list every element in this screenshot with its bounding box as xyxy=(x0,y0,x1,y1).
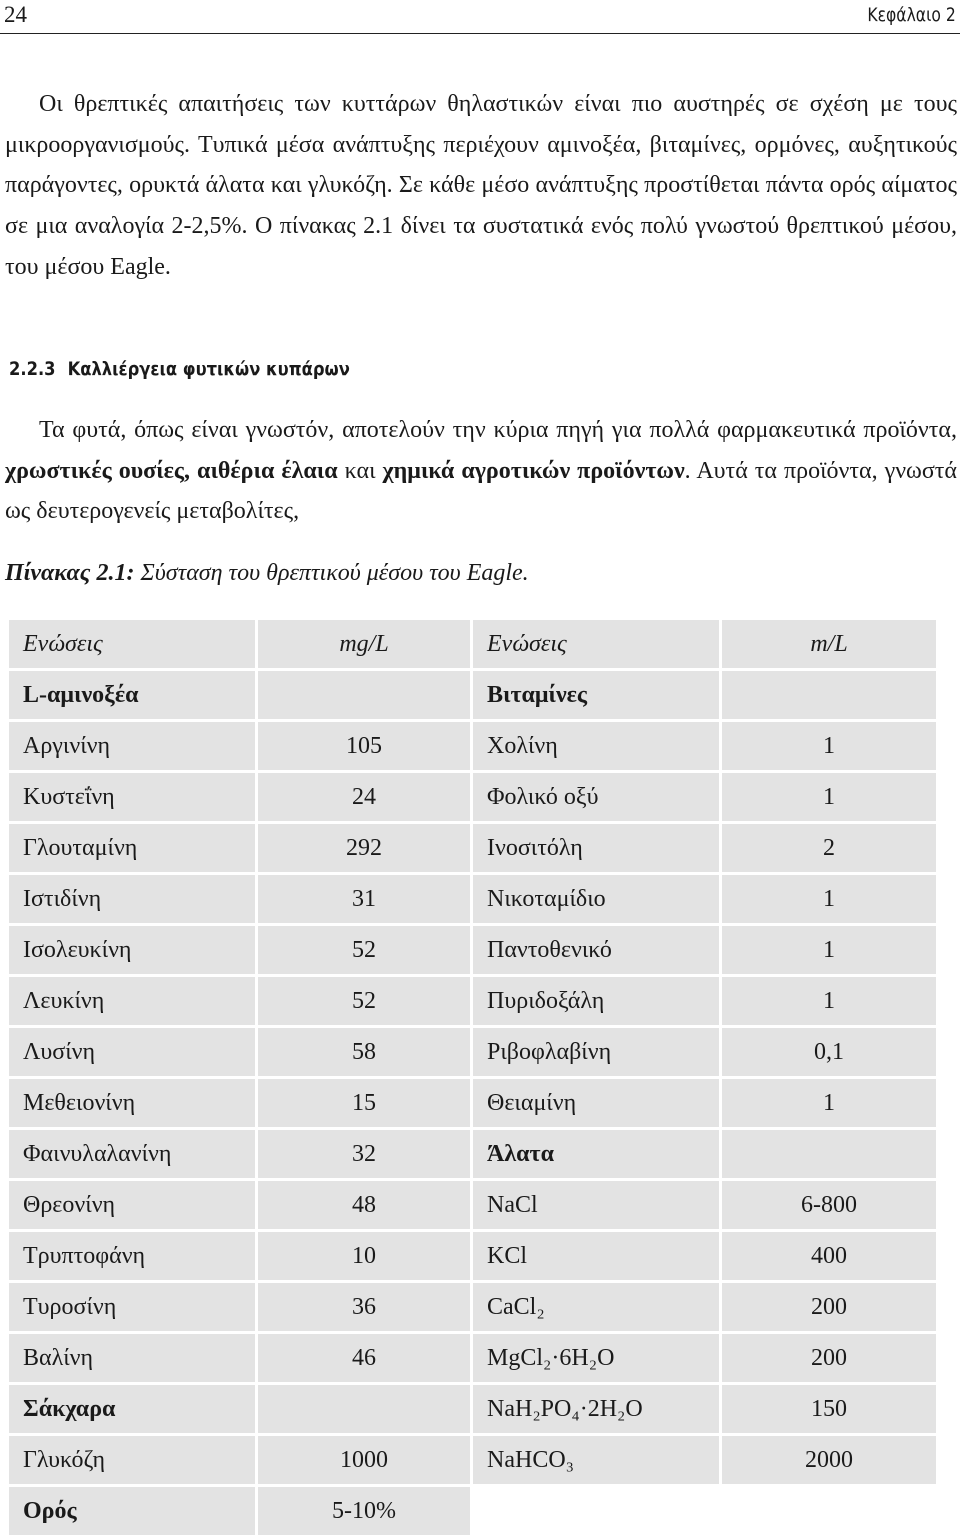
table-cell: 10 xyxy=(258,1232,473,1283)
intro-paragraph: Οι θρεπτικές απαιτήσεις των κυττάρων θηλαστικών είναι πιο αυστηρές σε σχέση με τους μικροοργανισμούς. Τυπικά μέσα ανάπτυξης περιέχουν αμινοξέα, βιταμίνες, ορμόνες, αυξητικούς παράγοντες, ορυκτά άλατα και γλυκόζη. Σε κάθε μέσο ανάπτυξης προστίθεται πάντα ορός αίματος σε μια αναλογία 2-2,5%. Ο πίνακας 2.1 δίνει τα συστατικά ενός πολύ γνωστού θρεπτικού μέσου, του μέσου Eagle. xyxy=(5,91,957,280)
table-row xyxy=(9,1283,939,1334)
table-caption xyxy=(5,560,529,587)
table-row xyxy=(9,824,939,875)
table-cell: Βιταμίνες xyxy=(473,671,722,722)
table-cell: Ριβοφλαβίνη xyxy=(473,1028,722,1079)
table-cell: 15 xyxy=(258,1079,473,1130)
table-row xyxy=(9,1487,939,1538)
table-cell: Παντοθενικό xyxy=(473,926,722,977)
table-cell: Φαινυλαλανίνη xyxy=(9,1130,258,1181)
table-cell: 1 xyxy=(722,875,939,926)
table-cell: Θειαμίνη xyxy=(473,1079,722,1130)
paragraph-text: Τα φυτά, όπως είναι γνωστόν, αποτελούν την κύρια πηγή για πολλά φαρμακευτικά προϊόντα, xyxy=(39,417,957,443)
table-cell: 46 xyxy=(258,1334,473,1385)
table-row xyxy=(9,1181,939,1232)
table-header-row xyxy=(9,620,939,671)
table-cell: 1 xyxy=(722,722,939,773)
table-cell: 32 xyxy=(258,1130,473,1181)
paragraph-text: . Αυτά τα προϊόντα, γνωστά ως δευτερογενείς μεταβολίτες, xyxy=(5,457,958,525)
table-cell: 24 xyxy=(258,773,473,824)
table-cell: 1 xyxy=(722,977,939,1028)
table-cell: 1 xyxy=(722,773,939,824)
eagle-medium-table xyxy=(9,620,939,1538)
chapter-title: Κεφάλαιο 2 xyxy=(867,4,956,26)
table-row xyxy=(9,926,939,977)
table-row xyxy=(9,1079,939,1130)
table-cell: Θρεονίνη xyxy=(9,1181,258,1232)
table-header-cell: Ενώσεις xyxy=(473,620,722,671)
table-cell xyxy=(722,1487,939,1538)
table-cell: 36 xyxy=(258,1283,473,1334)
table-cell: 48 xyxy=(258,1181,473,1232)
table-cell: Γλυκόζη xyxy=(9,1436,258,1487)
table-cell: 1 xyxy=(722,1079,939,1130)
table-cell: Κυστεΐνη xyxy=(9,773,258,824)
table-cell: Ισολευκίνη xyxy=(9,926,258,977)
table-cell: Πυριδοξάλη xyxy=(473,977,722,1028)
table-cell xyxy=(258,1385,473,1436)
table-cell: Αργινίνη xyxy=(9,722,258,773)
paragraph-bold-text: χημικά αγροτικών προϊόντων xyxy=(382,457,685,484)
table-cell: Σάκχαρα xyxy=(9,1385,258,1436)
table-cell: 150 xyxy=(722,1385,939,1436)
table-cell: NaHCO₃ xyxy=(473,1436,722,1487)
table-row xyxy=(9,722,939,773)
table-row xyxy=(9,1130,939,1181)
table-row xyxy=(9,977,939,1028)
table-cell: CaCl₂ xyxy=(473,1283,722,1334)
table-cell: Χολίνη xyxy=(473,722,722,773)
table-cell: 200 xyxy=(722,1334,939,1385)
table-cell: NaCl xyxy=(473,1181,722,1232)
table-cell: Άλατα xyxy=(473,1130,722,1181)
section-heading xyxy=(9,358,350,380)
table-cell: NaH₂PO₄·2H₂O xyxy=(473,1385,722,1436)
paragraph-bold-text: χρωστικές ουσίες, αιθέρια έλαια xyxy=(5,457,338,484)
table-row xyxy=(9,671,939,722)
table-cell: 52 xyxy=(258,977,473,1028)
caption-text: Σύσταση του θρεπτικού μέσου του Eagle. xyxy=(134,560,529,586)
table-cell: 52 xyxy=(258,926,473,977)
table-cell: 200 xyxy=(722,1283,939,1334)
caption-label: Πίνακας 2.1: xyxy=(5,560,135,586)
paragraph-text: και xyxy=(337,457,383,484)
section-title: Καλλιέργεια φυτικών κυπάρων xyxy=(67,358,350,380)
table-cell: Βαλίνη xyxy=(9,1334,258,1385)
table-cell: Τρυπτοφάνη xyxy=(9,1232,258,1283)
table-cell: 400 xyxy=(722,1232,939,1283)
table-cell: 292 xyxy=(258,824,473,875)
table-row xyxy=(9,1436,939,1487)
table-cell: Γλουταμίνη xyxy=(9,824,258,875)
table-cell: KCl xyxy=(473,1232,722,1283)
table-cell: 2000 xyxy=(722,1436,939,1487)
table-cell: 105 xyxy=(258,722,473,773)
table-cell xyxy=(473,1487,722,1538)
table-cell xyxy=(722,1130,939,1181)
table-header-cell: mg/L xyxy=(258,620,473,671)
table-cell: Φολικό οξύ xyxy=(473,773,722,824)
table-cell: L-αμινοξέα xyxy=(9,671,258,722)
table-row xyxy=(9,1028,939,1079)
table-cell xyxy=(722,671,939,722)
table-cell: Ορός xyxy=(9,1487,258,1538)
table-cell: Ινοσιτόλη xyxy=(473,824,722,875)
table-row xyxy=(9,773,939,824)
table-cell: 1000 xyxy=(258,1436,473,1487)
table-cell: 6-800 xyxy=(722,1181,939,1232)
table-cell: Λυσίνη xyxy=(9,1028,258,1079)
table-row xyxy=(9,1385,939,1436)
table-cell: 58 xyxy=(258,1028,473,1079)
table-cell: 31 xyxy=(258,875,473,926)
table-header-cell: Ενώσεις xyxy=(9,620,258,671)
table-cell: Τυροσίνη xyxy=(9,1283,258,1334)
table-row xyxy=(9,875,939,926)
table-cell: Νικοταμίδιο xyxy=(473,875,722,926)
table-cell: MgCl₂·6H₂O xyxy=(473,1334,722,1385)
table-cell: 0,1 xyxy=(722,1028,939,1079)
table-header-cell: m/L xyxy=(722,620,939,671)
table-cell: Μεθειονίνη xyxy=(9,1079,258,1130)
table-row xyxy=(9,1232,939,1283)
plant-culture-paragraph xyxy=(5,410,957,532)
table-cell xyxy=(258,671,473,722)
table-cell: 2 xyxy=(722,824,939,875)
table-cell: 1 xyxy=(722,926,939,977)
table-cell: Ιστιδίνη xyxy=(9,875,258,926)
table-cell: 5-10% xyxy=(258,1487,473,1538)
table-cell: Λευκίνη xyxy=(9,977,258,1028)
page-header xyxy=(0,0,960,34)
section-number: 2.2.3 xyxy=(9,358,56,380)
table-row xyxy=(9,1334,939,1385)
page-number: 24 xyxy=(4,2,27,27)
